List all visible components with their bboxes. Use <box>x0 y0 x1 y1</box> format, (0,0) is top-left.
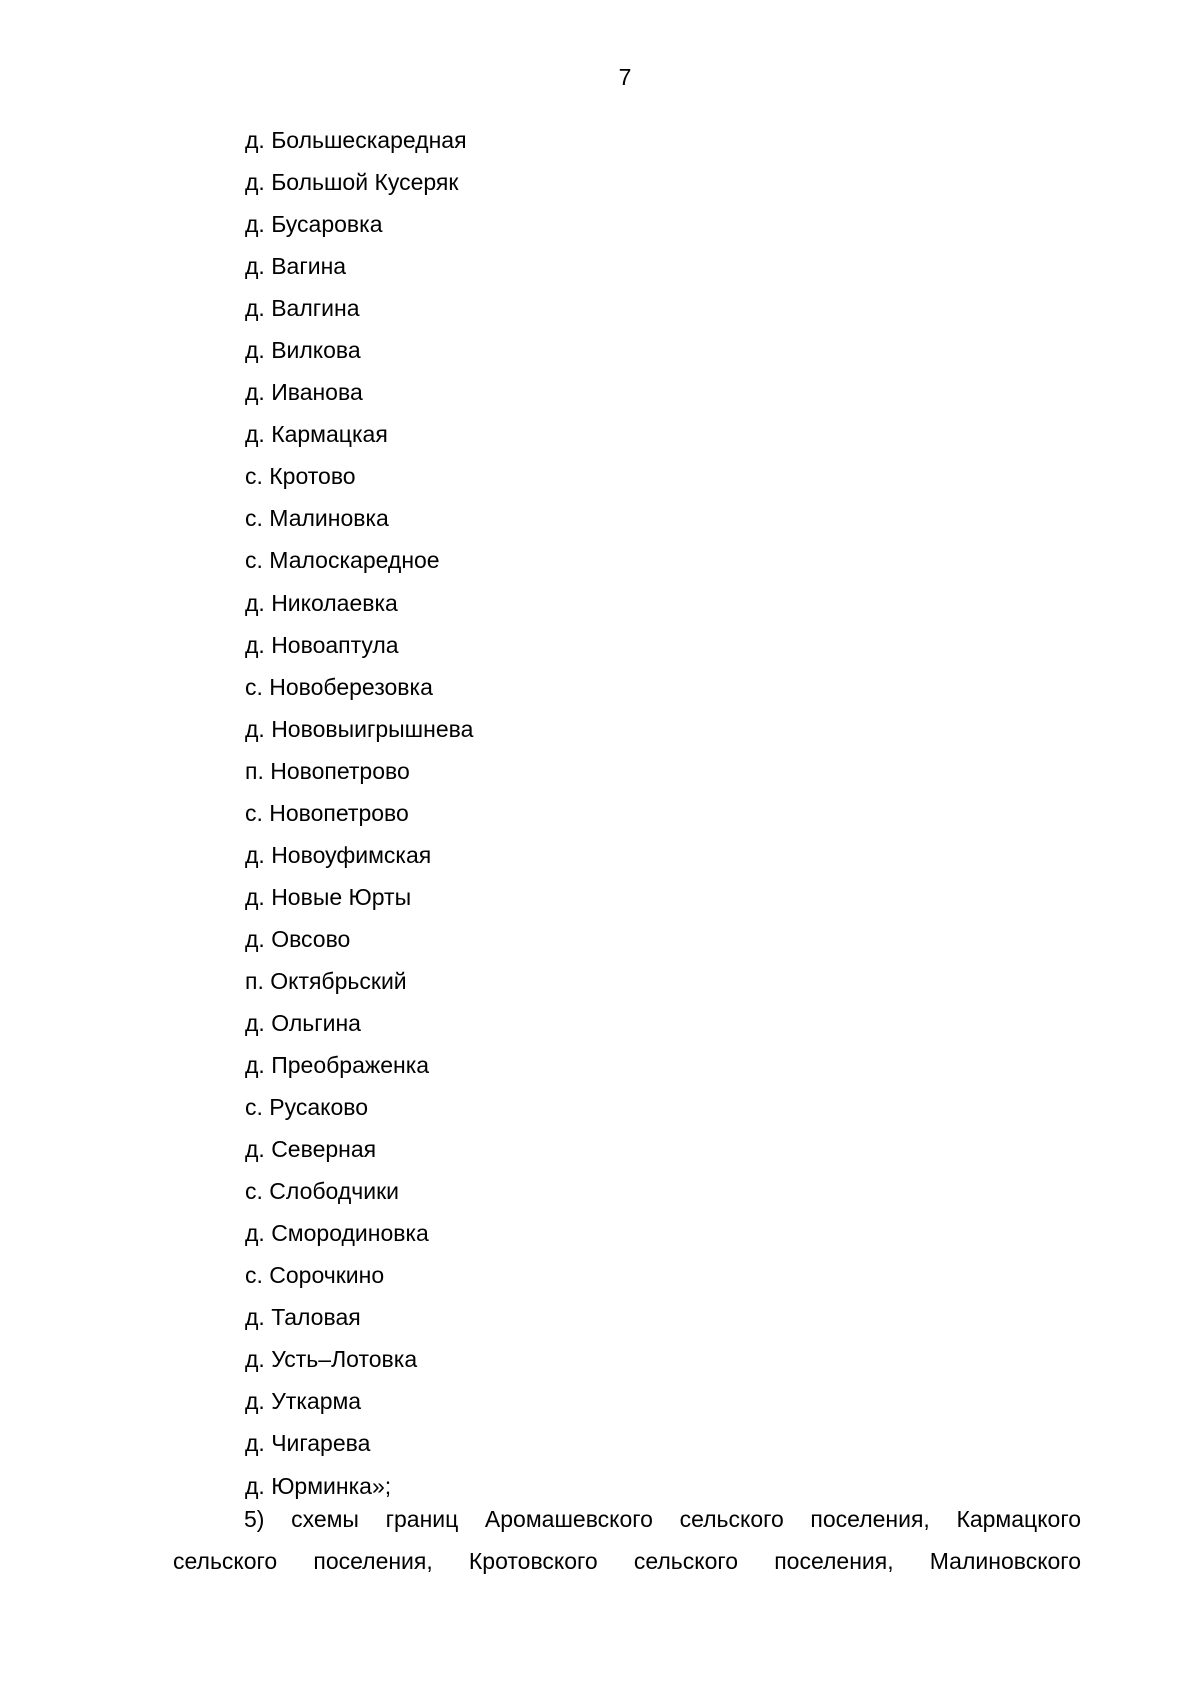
list-item: д. Ольгина <box>245 1009 361 1036</box>
list-item: д. Бусаровка <box>245 211 383 238</box>
list-item: д. Валгина <box>245 295 360 322</box>
list-item: с. Сорочкино <box>245 1262 385 1289</box>
list-item: д. Большескаредная <box>245 127 467 153</box>
list-item: д. Вагина <box>245 253 347 280</box>
list-item: д. Преображенка <box>245 1052 430 1079</box>
list-item: с. Кротово <box>245 463 356 490</box>
list-item: д. Вилкова <box>245 337 361 364</box>
list-item: д. Иванова <box>245 379 363 406</box>
list-item: д. Новоуфимская <box>245 841 432 868</box>
list-item: д. Смородиновка <box>245 1220 429 1247</box>
list-item: с. Малиновка <box>245 505 389 532</box>
list-item: п. Октябрьский <box>245 967 407 994</box>
list-item: с. Слободчики <box>245 1178 399 1205</box>
list-item: с. Новоберезовка <box>245 673 433 700</box>
list-item: д. Новые Юрты <box>245 883 412 910</box>
list-item: д. Таловая <box>245 1304 361 1331</box>
list-item: д. Николаевка <box>245 589 398 616</box>
list-item: д. Северная <box>245 1136 377 1163</box>
list-item: д. Уткарма <box>245 1388 362 1415</box>
list-item: д. Усть–Лотовка <box>245 1346 418 1373</box>
list-item: с. Русаково <box>245 1094 369 1121</box>
list-item: д. Овсово <box>245 925 351 952</box>
list-item: д. Кармацкая <box>245 421 388 448</box>
settlement-list <box>245 119 473 1507</box>
list-item: д. Новоаптула <box>245 631 399 658</box>
list-item: д. Юрминка»; <box>245 1472 392 1499</box>
list-item: д. Большой Кусеряк <box>245 169 459 196</box>
list-item: п. Новопетрово <box>245 757 410 784</box>
list-item: с. Малоскаредное <box>245 547 440 574</box>
list-item: д. Нововыигрышнева <box>245 715 474 742</box>
list-item: д. Чигарева <box>245 1430 371 1457</box>
page-number: 7 <box>618 64 632 90</box>
list-item: с. Новопетрово <box>245 799 409 826</box>
body-paragraph: 5) схемы границ Аромашевского сельского поселения, Кармацкого сельского поселения, Кротовского сельского поселения, Малиновского <box>173 1506 1081 1574</box>
